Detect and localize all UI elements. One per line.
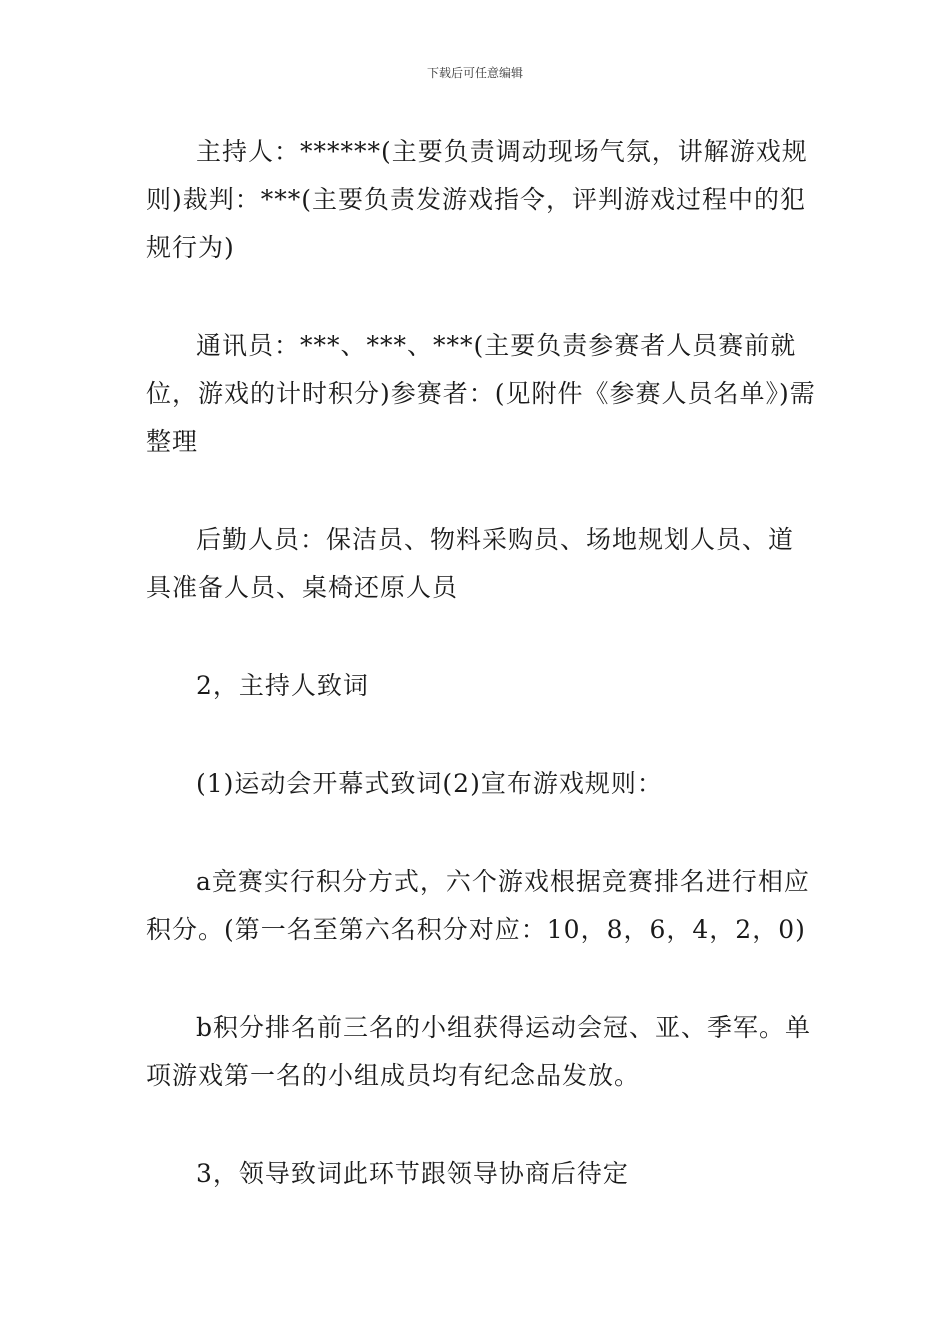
paragraph-rule-a: a竞赛实行积分方式，六个游戏根据竞赛排名进行相应积分。(第一名至第六名积分对应：10，8，6，4，2，0)	[146, 867, 810, 944]
document-body	[146, 128, 816, 1248]
page-header: 下载后可任意编辑	[426, 66, 523, 80]
paragraph-rule-b: b积分排名前三名的小组获得运动会冠、亚、季军。单项游戏第一名的小组成员均有纪念品发放。	[146, 1013, 812, 1090]
section-heading-host-speech: 2，主持人致词	[196, 671, 369, 700]
paragraph-staff-communicators: 通讯员：***、***、***(主要负责参赛者人员赛前就位，游戏的计时积分)参赛者：(见附件《参赛人员名单》)需整理	[146, 331, 816, 456]
paragraph-speech-items: (1)运动会开幕式致词(2)宣布游戏规则：	[196, 769, 663, 798]
paragraph-logistics-staff: 后勤人员：保洁员、物料采购员、场地规划人员、道具准备人员、桌椅还原人员	[146, 525, 795, 602]
paragraph-staff-host-referee: 主持人：******(主要负责调动现场气氛，讲解游戏规则)裁判：***(主要负责发游戏指令，评判游戏过程中的犯规行为)	[146, 137, 808, 262]
section-heading-leader-speech: 3，领导致词此环节跟领导协商后待定	[196, 1159, 629, 1188]
